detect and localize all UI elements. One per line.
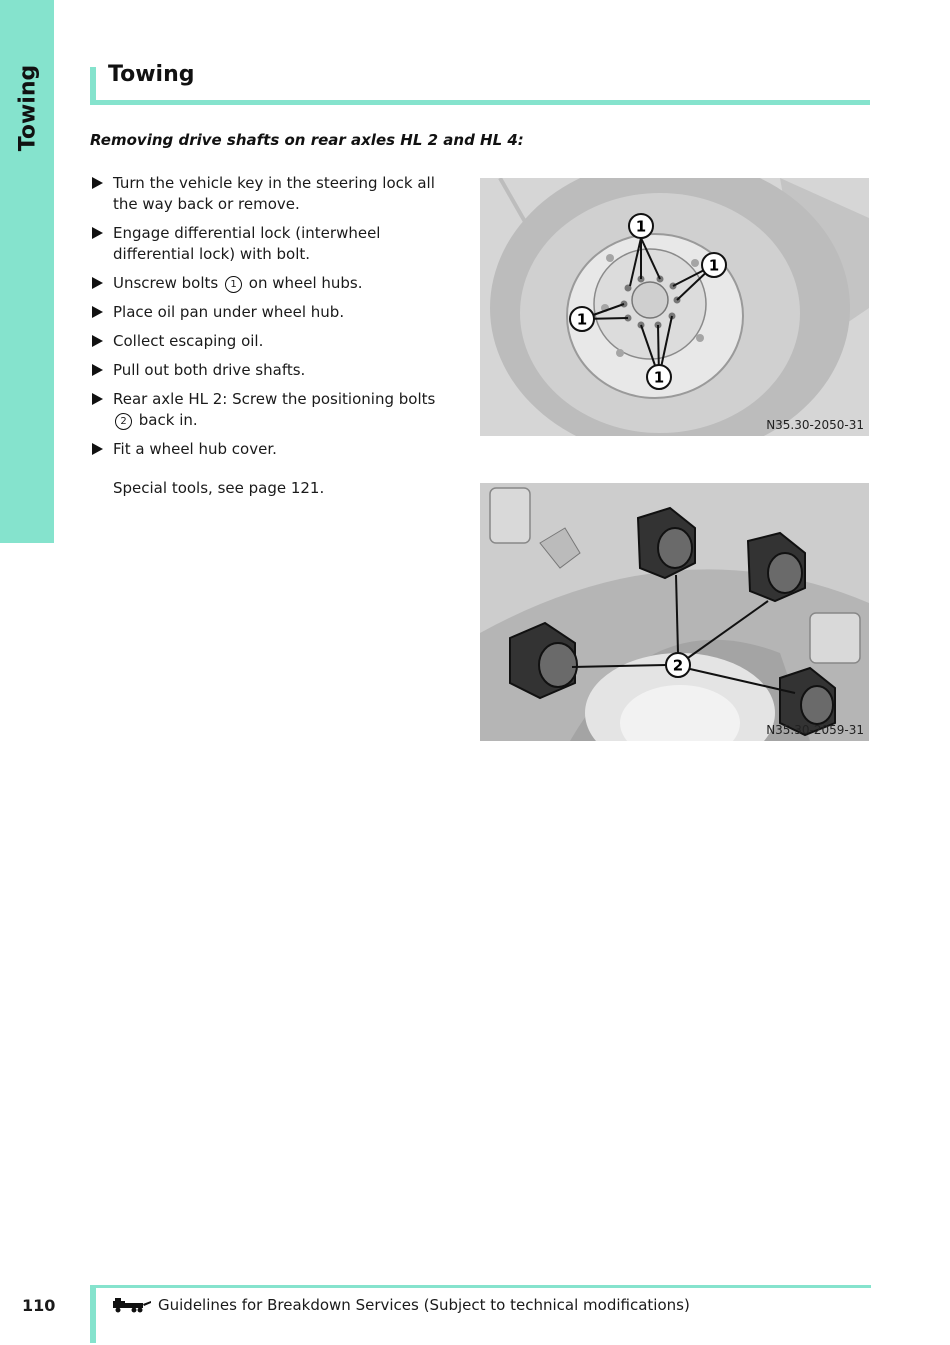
step-text: on wheel hubs. xyxy=(248,274,363,292)
positioning-bolts-illustration xyxy=(480,483,869,741)
callout-label: 1 xyxy=(653,368,665,387)
arrow-bullet-icon xyxy=(92,393,103,405)
footer-accent-bar xyxy=(90,1285,96,1343)
callout-label: 1 xyxy=(708,256,720,275)
step-item xyxy=(90,273,460,294)
callout-label: 1 xyxy=(576,310,588,329)
arrow-bullet-icon xyxy=(92,227,103,239)
reference-number: 1 xyxy=(225,276,242,293)
side-tab-label: Towing xyxy=(15,64,41,152)
step-item xyxy=(90,302,460,323)
wheel-hub-illustration xyxy=(480,178,869,436)
page-number: 110 xyxy=(22,1296,56,1315)
figure-code: N35.30-2050-31 xyxy=(766,418,864,432)
arrow-bullet-icon xyxy=(92,364,103,376)
step-item xyxy=(90,173,460,215)
callout-label: 2 xyxy=(672,656,684,675)
step-text: Pull out both drive shafts. xyxy=(113,361,306,379)
step-text: Collect escaping oil. xyxy=(113,332,264,350)
section-subheading: Removing drive shafts on rear axles HL 2 and HL 4: xyxy=(90,131,524,149)
positioning-bolts-figure xyxy=(480,483,869,741)
step-text: Place oil pan under wheel hub. xyxy=(113,303,345,321)
step-item xyxy=(90,223,460,265)
figure-code: N35.30-2059-31 xyxy=(766,723,864,737)
step-text: Fit a wheel hub cover. xyxy=(113,440,277,458)
title-underline xyxy=(90,100,870,105)
tow-truck-icon xyxy=(112,1297,152,1313)
arrow-bullet-icon xyxy=(92,335,103,347)
step-text: Engage differential lock (interwheel differential lock) with bolt. xyxy=(113,224,381,263)
page-title: Towing xyxy=(108,62,195,87)
step-text: back in. xyxy=(138,411,198,429)
arrow-bullet-icon xyxy=(92,443,103,455)
reference-number: 2 xyxy=(115,413,132,430)
step-item xyxy=(90,439,460,460)
step-text: Turn the vehicle key in the steering lock all the way back or remove. xyxy=(113,174,435,213)
step-list xyxy=(90,173,460,468)
step-text: Unscrew bolts xyxy=(113,274,219,292)
callout-label: 1 xyxy=(635,217,647,236)
special-tools-note: Special tools, see page 121. xyxy=(113,479,325,497)
arrow-bullet-icon xyxy=(92,277,103,289)
arrow-bullet-icon xyxy=(92,306,103,318)
step-item xyxy=(90,360,460,381)
side-tab xyxy=(0,0,54,543)
footer-text: Guidelines for Breakdown Services (Subject to technical modifications) xyxy=(158,1296,690,1314)
footer-rule xyxy=(90,1285,871,1288)
step-text: Rear axle HL 2: Screw the positioning bolts xyxy=(113,390,436,408)
title-accent-bar xyxy=(90,67,96,104)
step-item xyxy=(90,331,460,352)
step-item xyxy=(90,389,460,431)
wheel-hub-figure xyxy=(480,178,869,436)
arrow-bullet-icon xyxy=(92,177,103,189)
